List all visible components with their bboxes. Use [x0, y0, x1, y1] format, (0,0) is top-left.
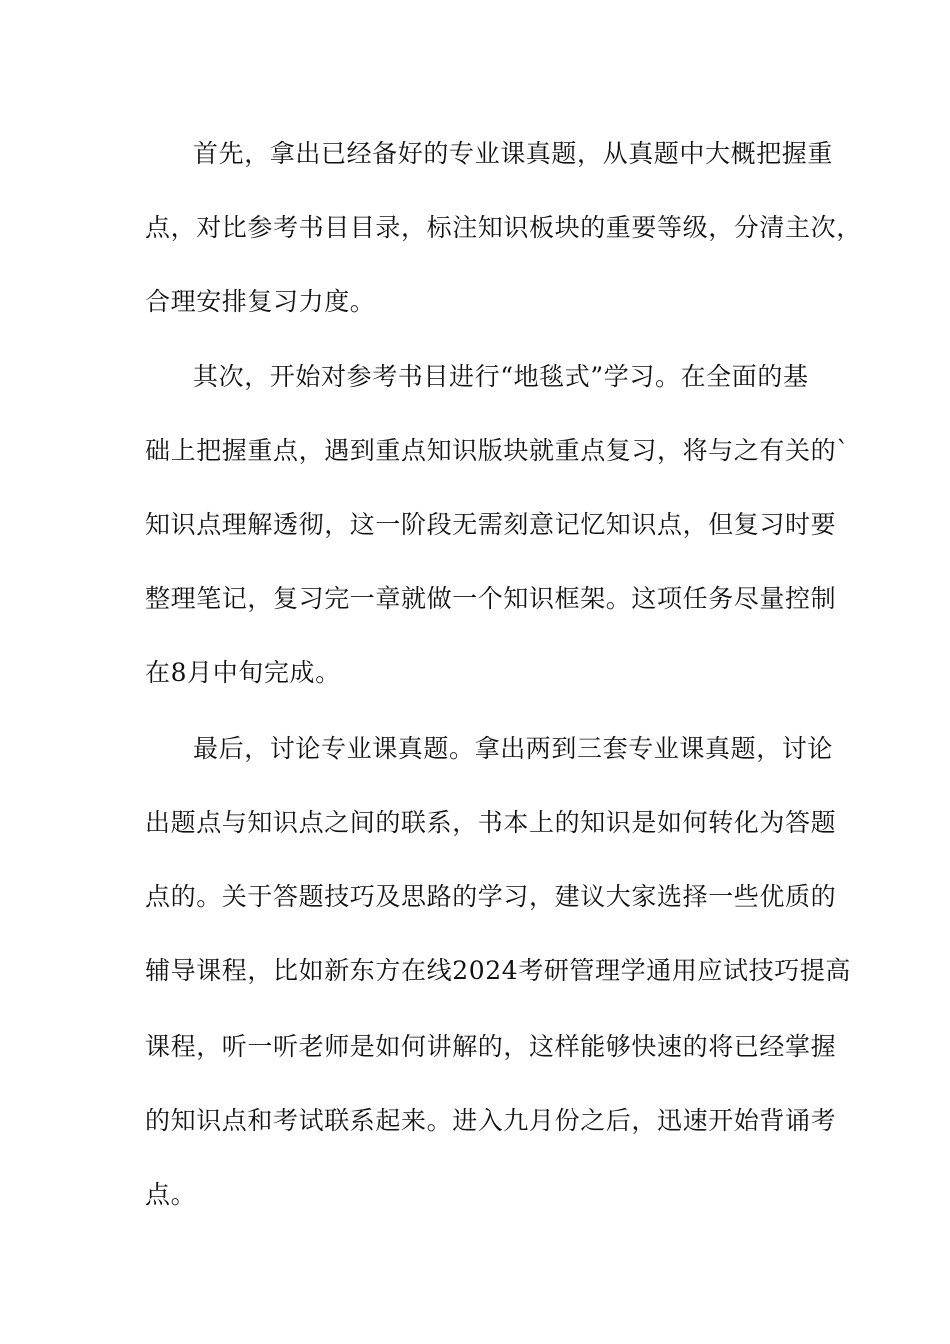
paragraph-3-line-2: 出题点与知识点之间的联系，书本上的知识是如何转化为答题 — [145, 808, 837, 837]
paragraph-3-line-3: 点的。关于答题技巧及思路的学习，建议大家选择一些优质的 — [145, 882, 837, 911]
paragraph-2-line-1: 其次，开始对参考书目进行“地毯式”学习。在全面的基 — [193, 362, 809, 391]
paragraph-3-line-6: 的知识点和考试联系起来。进入九月份之后，迅速开始背诵考 — [145, 1106, 837, 1135]
paragraph-3-line-1: 最后，讨论专业课真题。拿出两到三套专业课真题，讨论 — [193, 734, 834, 763]
paragraph-3-line-7: 点。 — [145, 1180, 197, 1209]
paragraph-1-line-1: 首先，拿出已经备好的专业课真题，从真题中大概把握重 — [193, 139, 834, 168]
paragraph-2-line-4: 整理笔记，复习完一章就做一个知识框架。这项任务尽量控制 — [145, 584, 837, 613]
paragraph-3-line-5: 课程，听一听老师是如何讲解的，这样能够快速的将已经掌握 — [145, 1032, 837, 1061]
paragraph-2-line-5: 在8月中旬完成。 — [145, 658, 341, 687]
paragraph-1-line-3: 合理安排复习力度。 — [145, 287, 376, 316]
paragraph-2-line-3: 知识点理解透彻，这一阶段无需刻意记忆知识点，但复习时要 — [145, 510, 837, 539]
paragraph-1-line-2: 点，对比参考书目目录，标注知识板块的重要等级，分清主次， — [145, 213, 862, 242]
paragraph-2-line-2: 础上把握重点，遇到重点知识版块就重点复习，将与之有关的` — [145, 436, 850, 465]
paragraph-3-line-4: 辅导课程，比如新东方在线2024考研管理学通用应试技巧提高 — [145, 956, 852, 985]
